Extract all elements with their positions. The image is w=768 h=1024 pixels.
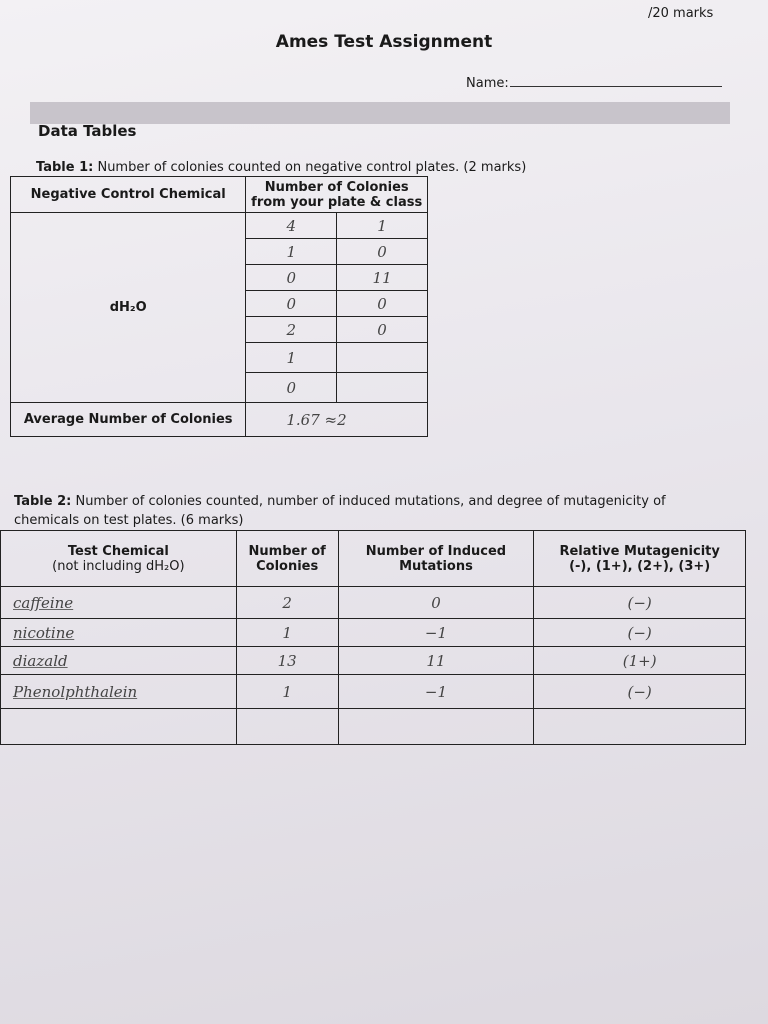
table2-colonies: 2 bbox=[236, 587, 338, 619]
table1-cell: 11 bbox=[337, 265, 428, 291]
table2-header-chemical bbox=[1, 531, 237, 587]
table2-caption bbox=[14, 492, 744, 530]
table1-cell: 1 bbox=[246, 239, 337, 265]
table1-cell bbox=[337, 373, 428, 403]
table2-mutations bbox=[338, 709, 534, 745]
table2-header-line2: (-), (1+), (2+), (3+) bbox=[569, 558, 711, 574]
table2-header-line2: (not including dH₂O) bbox=[52, 558, 185, 574]
table2-chemical: Phenolphthalein bbox=[1, 675, 237, 709]
table1-average-label: Average Number of Colonies bbox=[11, 403, 246, 437]
table2-colonies: 1 bbox=[236, 675, 338, 709]
table2-header-line2: Colonies bbox=[256, 558, 319, 574]
table2-mutagenicity: (1+) bbox=[534, 647, 746, 675]
table2-mutagenicity: (−) bbox=[534, 587, 746, 619]
table1-header-colonies bbox=[246, 177, 428, 213]
table1-cell: 0 bbox=[246, 265, 337, 291]
table2-colonies: 13 bbox=[236, 647, 338, 675]
page-title: Ames Test Assignment bbox=[275, 32, 493, 52]
table1-chemical-cell: dH₂O bbox=[11, 213, 246, 403]
table1-cell: 4 bbox=[246, 213, 337, 239]
table1-cell: 0 bbox=[246, 291, 337, 317]
table1-caption bbox=[36, 160, 526, 175]
table1-cell: 0 bbox=[337, 317, 428, 343]
negative-control-table bbox=[10, 176, 428, 437]
table2-mutations: 11 bbox=[338, 647, 534, 675]
table1-cell: 0 bbox=[337, 291, 428, 317]
table1-caption-label: Table 1: bbox=[36, 160, 94, 175]
table-row bbox=[1, 647, 746, 675]
table1-header-colonies-line2: from your plate & class bbox=[251, 194, 423, 210]
table1-cell bbox=[337, 343, 428, 373]
name-field-line bbox=[510, 86, 722, 87]
table2-header-line1: Number of bbox=[248, 543, 326, 559]
table2-mutations: −1 bbox=[338, 675, 534, 709]
table-row bbox=[1, 587, 746, 619]
table1-cell: 2 bbox=[246, 317, 337, 343]
table2-header-line1: Test Chemical bbox=[67, 543, 169, 559]
table2-header-line1: Number of Induced bbox=[365, 543, 507, 559]
table2-caption-text: Number of colonies counted, number of induced mutations, and degree of mutagenicity of bbox=[75, 494, 666, 509]
table2-header-colonies bbox=[236, 531, 338, 587]
table1-cell: 1 bbox=[246, 343, 337, 373]
table2-caption-label: Table 2: bbox=[14, 494, 72, 509]
table2-chemical: nicotine bbox=[1, 619, 237, 647]
section-title: Data Tables bbox=[38, 122, 137, 140]
name-label: Name: bbox=[466, 76, 509, 91]
table1-cell: 1 bbox=[337, 213, 428, 239]
table2-colonies: 1 bbox=[236, 619, 338, 647]
table1-average-value: 1.67 ≈2 bbox=[246, 403, 428, 437]
table2-header-mutations bbox=[338, 531, 534, 587]
table-row bbox=[1, 675, 746, 709]
table2-header-line2: Mutations bbox=[399, 558, 473, 574]
section-bar bbox=[30, 102, 730, 124]
table2-chemical: diazald bbox=[1, 647, 237, 675]
table2-header-line1: Relative Mutagenicity bbox=[559, 543, 720, 559]
table2-mutagenicity: (−) bbox=[534, 675, 746, 709]
total-marks: /20 marks bbox=[648, 6, 714, 21]
table1-cell: 0 bbox=[337, 239, 428, 265]
table2-chemical: caffeine bbox=[1, 587, 237, 619]
table-row bbox=[1, 619, 746, 647]
table2-chemical bbox=[1, 709, 237, 745]
table2-mutagenicity: (−) bbox=[534, 619, 746, 647]
table2-colonies bbox=[236, 709, 338, 745]
table2-mutagenicity bbox=[534, 709, 746, 745]
table2-mutations: −1 bbox=[338, 619, 534, 647]
table1-cell: 0 bbox=[246, 373, 337, 403]
table1-header-colonies-line1: Number of Colonies bbox=[264, 179, 409, 195]
table2-caption-line2: chemicals on test plates. (6 marks) bbox=[14, 513, 244, 528]
table2-mutations: 0 bbox=[338, 587, 534, 619]
table2-header-mutagenicity bbox=[534, 531, 746, 587]
table1-caption-text: Number of colonies counted on negative control plates. (2 marks) bbox=[97, 160, 527, 175]
table1-header-chemical: Negative Control Chemical bbox=[11, 177, 246, 213]
test-chemical-table bbox=[0, 530, 746, 745]
table2-caption-line1 bbox=[14, 492, 744, 511]
table-row bbox=[1, 709, 746, 745]
